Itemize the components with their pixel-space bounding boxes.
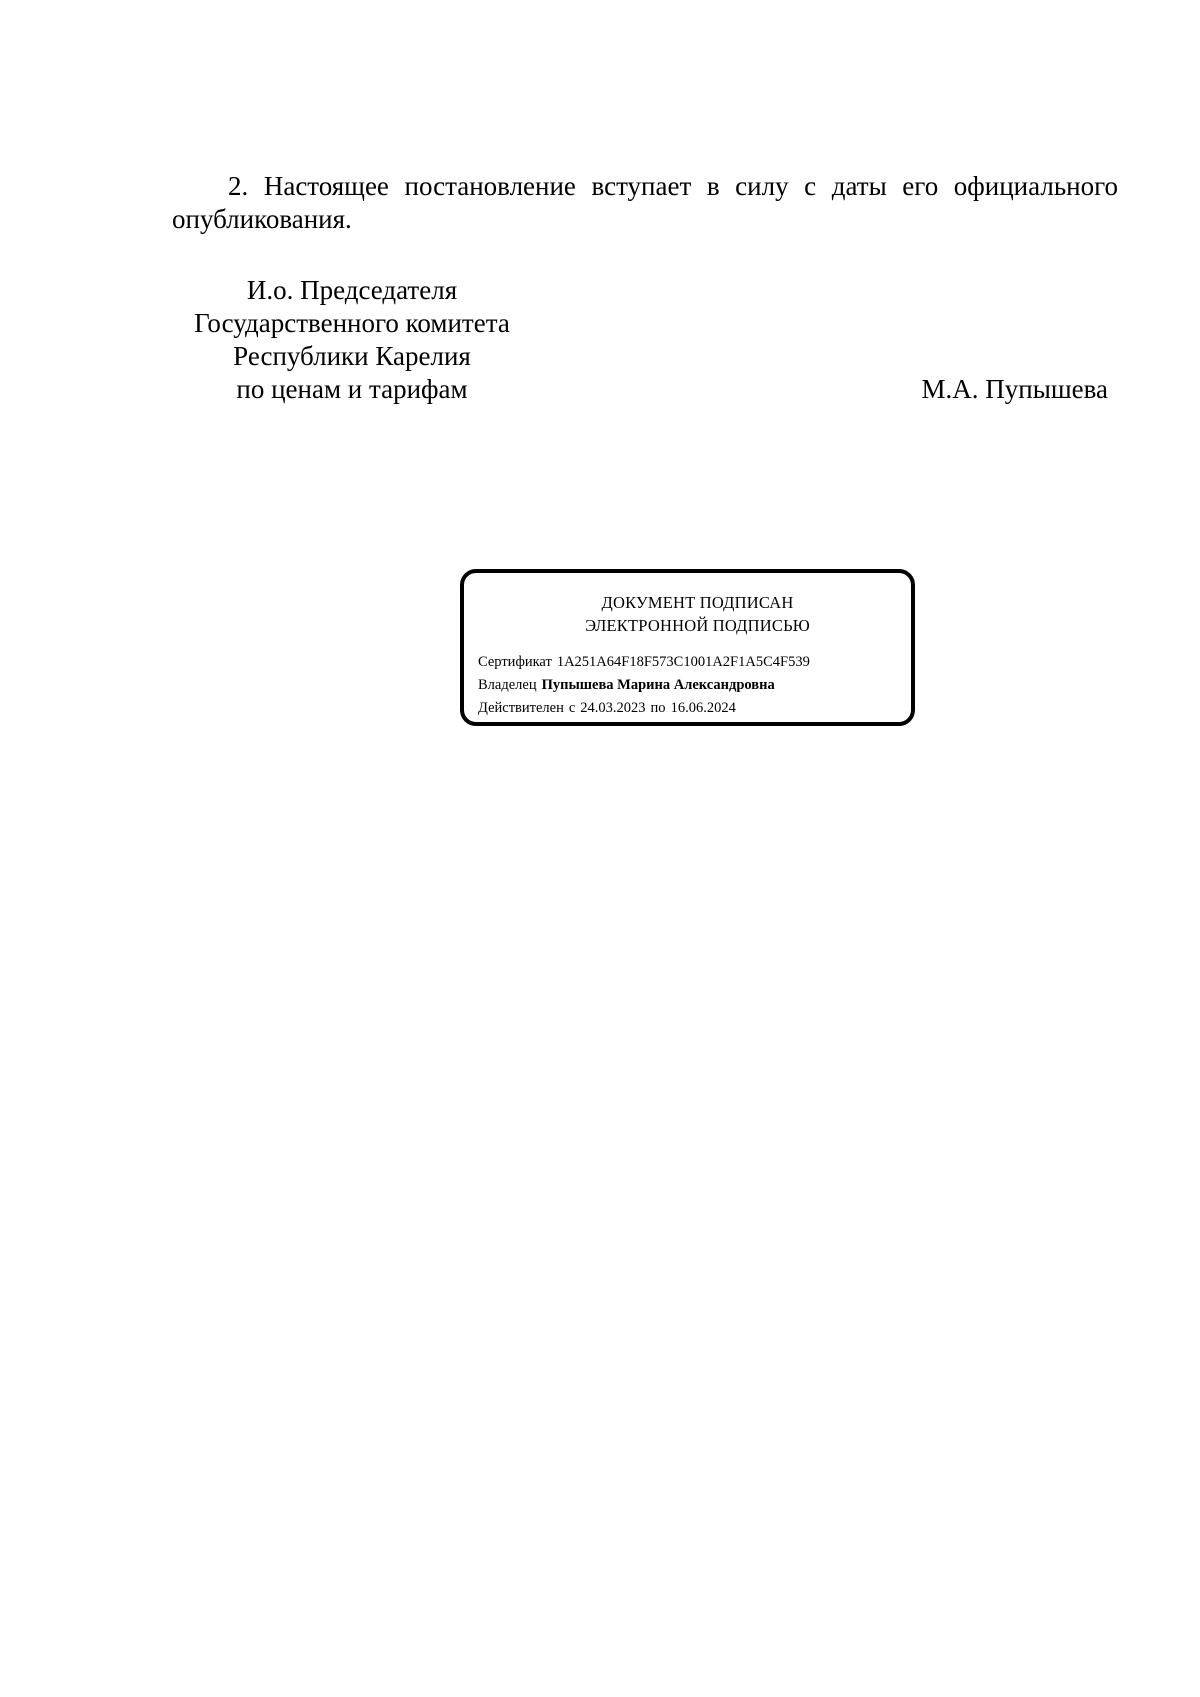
stamp-title-line: ЭЛЕКТРОННОЙ ПОДПИСЬЮ [585, 616, 810, 635]
valid-label: Действителен [478, 700, 564, 716]
signatory-title-line: И.о. Председателя [246, 275, 458, 305]
owner-label: Владелец [478, 677, 537, 693]
valid-from-date: 24.03.2023 [580, 700, 646, 716]
electronic-signature-stamp [460, 569, 915, 726]
stamp-title [464, 591, 911, 637]
stamp-owner-row [478, 674, 810, 697]
signatory-title-line: по ценам и тарифам [236, 374, 468, 404]
certificate-value: 1A251A64F18F573C1001A2F1A5C4F539 [556, 654, 810, 670]
stamp-details [478, 651, 810, 720]
stamp-validity-row [478, 697, 810, 720]
valid-to-date: 16.06.2024 [670, 700, 736, 716]
owner-value: Пупышева Марина Александровна [541, 677, 775, 693]
signatory-title-block [176, 274, 528, 406]
stamp-title-line: ДОКУМЕНТ ПОДПИСАН [601, 593, 794, 612]
signatory-title-line: Республики Карелия [233, 341, 471, 371]
certificate-label: Сертификат [478, 654, 552, 670]
signatory-title-line: Государственного комитета [194, 308, 510, 338]
paragraph-effective-date: 2. Настоящее постановление вступает в силу с даты его официального опубликования. [172, 171, 1118, 234]
valid-to-prefix: по [650, 700, 666, 716]
valid-from-prefix: с [568, 700, 576, 716]
signer-name: М.А. Пупышева [921, 374, 1108, 404]
stamp-certificate-row [478, 651, 810, 674]
